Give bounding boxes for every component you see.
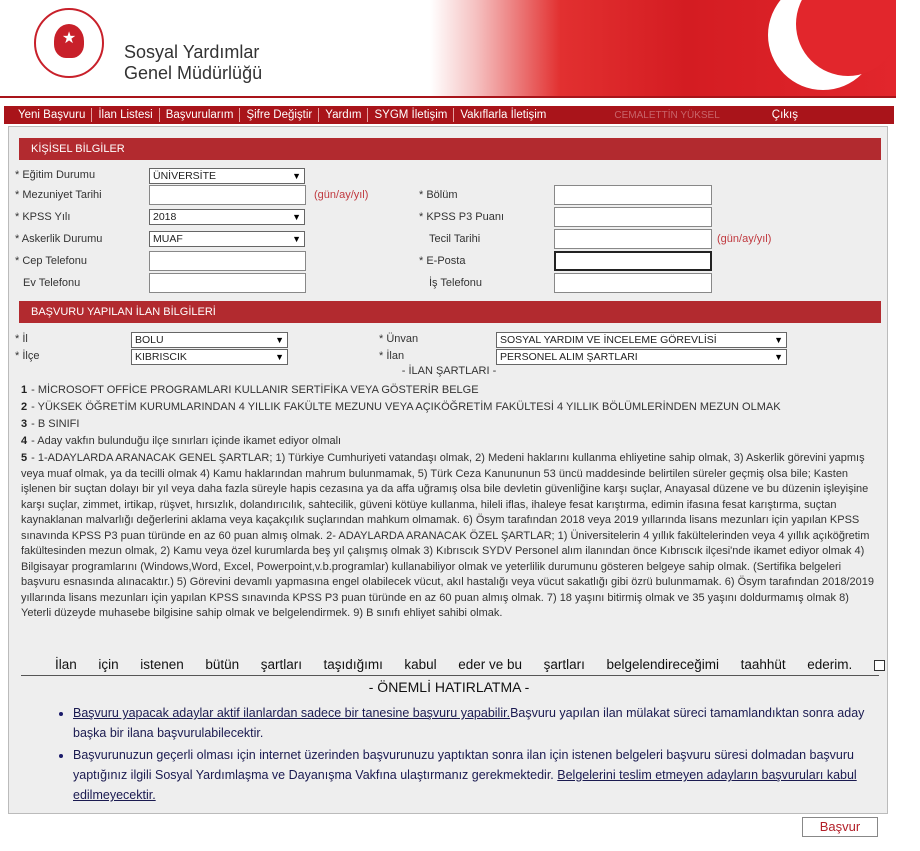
ilce-value: KIBRISCIK (135, 351, 187, 363)
ev-label: Ev Telefonu (23, 277, 81, 289)
kpss-puan-label: * KPSS P3 Puanı (419, 211, 504, 223)
condition-item: 5 - 1-ADAYLARDA ARANACAK GENEL ŞARTLAR; 1) Türkiye Cumhuriyeti vatandaşı olmak, 2) Medeni haklarını kullanma ehliyetine sahip olmak, 3) Askerlik görevini yapmış veya muaf olmak, ya da tecilli olmak 4) Kamu haklarından mahrum bulunmamak, 5) Türk Ceza Kanununun 53 üncü maddesinde belirtilen süreler geçmiş olsa bile; Kasten işlenen bir suçtan dolayı bir yıl veya daha fazla süreyle hapis cezasına ya da affa uğramış olsa bile devletin güvenliğine karşı suçlar, Anayasal düzene ve bu düzenin işleyişine karşı suçlar, zimmet, irtikap, rüşvet, hırsızlık, dolandırıcılık, sahtecilik, güveni kötüye kullanma, hileli iflas, ihaleye fesat karıştırma, edimin ifasına fesat karıştırma, suçtan kaynaklanan malvarlığı değerlerini aklama veya kaçakçılık suçlarından mahkum olmamak. 6) Ösym tarafından 2018 veya 2019 yıllarında lisans mezunları için yapılan KPSS sınavında KPSS P3 puan türünde en az 60 puan almış olmak. 2- ADAYLARDA ARANACAK ÖZEL ŞARTLAR; 1) Üniversitelerin 4 yıllık fakültelerinden veya 4 yıllık açıköğretim fakültesinden mezun olmak, 2) Kamu veya özel kurumlarda beş yıl çalışmış olmak 3) Kıbrıscık SYDV Personel alım ilanından önce Kıbrıscık ilçesi'nde ikamet ediyor olmak 4) Bilgisayar programlarını (Windows,Word, Excel, Powerpoint,v.b.programlar) kullanabiliyor olmak ve yeterlilik durumunu gösteren belgeye sahip olmak. (Sertifika belgeleri başvuru esnasında alınacaktır.) 5) Görevini devamlı yapmasına engel olabilecek vücut, akıl hastalığı veya vücut sakatlığı gibi özrü bulunmamak. 6) Ösym tarafından 2018/2019 yıllarında lisans mezunları için yapılan KPSS sınavında KPSS P3 puan türünde en az 60 puan almış olmak. 7) 18 yaşını bitirmiş olmak ve 35 yaşını doldurmamış olmak 8) Yeterli düzeyde muhasebe bilgisine sahip olmak ve belgelendirmek. 9) B sınıfı ehliyet sahibi olmak. (21, 452, 874, 619)
cep-input[interactable] (149, 251, 306, 271)
bolum-label: * Bölüm (419, 189, 458, 201)
ministry-logo (34, 8, 104, 78)
bolum-input[interactable] (554, 185, 712, 205)
nav-yardim[interactable]: Yardım (319, 108, 368, 122)
mezuniyet-hint: (gün/ay/yıl) (314, 189, 369, 201)
nav-vakiflarla-iletisim[interactable]: Vakıflarla İletişim (460, 109, 547, 121)
note-item: • Başvurunuzun geçerli olması için internet üzerinden başvurunuzu yaptıktan sonra ilan için istenen belgeleri başvuru süresi dolmadan başvuru yaptığınız ilgili Sosyal Yardımlaşma ve Dayanışma Vakfına ulaştırmanız gerekmektedir. Belgelerini teslim etmeyen adayların başvuruları kabul edilmeyecektir. (73, 745, 879, 805)
nav-yeni-basvuru[interactable]: Yeni Başvuru (12, 108, 92, 122)
kpss-yili-value: 2018 (153, 211, 177, 223)
il-value: BOLU (135, 334, 164, 346)
nav-ilan-listesi[interactable]: İlan Listesi (92, 108, 159, 122)
condition-item: 2 - YÜKSEK ÖĞRETİM KURUMLARINDAN 4 YILLIK FAKÜLTE MEZUNU VEYA AÇIKÖĞRETİM FAKÜLTESİ 4 YILLIK BÖLÜMLERİNDEN MEZUN OLMAK (21, 401, 781, 413)
tecil-input[interactable] (554, 229, 712, 249)
personal-section-title: KİŞİSEL BİLGİLER (19, 138, 881, 160)
agree-checkbox[interactable] (874, 660, 885, 671)
il-select[interactable] (131, 332, 288, 348)
kpss-yili-select[interactable] (149, 209, 305, 225)
conditions-title: - İLAN ŞARTLARI - (401, 365, 497, 377)
notes-list (59, 703, 879, 807)
application-form (8, 126, 888, 814)
cep-label: * Cep Telefonu (15, 255, 87, 267)
chevron-down-icon: ▼ (292, 234, 301, 244)
header-banner (430, 0, 896, 98)
eposta-input[interactable] (554, 251, 712, 271)
ilan-label: * İlan (379, 350, 405, 362)
note-item: • Başvuru yapacak adaylar aktif ilanlardan sadece bir tanesine başvuru yapabilir.Başvuru yapılan ilan mülakat süreci tamamlandıktan sonra aday başka bir ilana başvurulabilecektir. (73, 703, 879, 743)
agreement-row: İlan için istenen bütün şartları taşıdığımı kabul eder ve bu şartları belgelendireceğimi taahhüt ederim. (55, 657, 885, 672)
nav-sifre-degistir[interactable]: Şifre Değiştir (240, 108, 319, 122)
askerlik-label: * Askerlik Durumu (15, 233, 103, 245)
chevron-down-icon: ▼ (292, 171, 301, 181)
chevron-down-icon: ▼ (275, 352, 284, 362)
unvan-value: SOSYAL YARDIM VE İNCELEME GÖREVLİSİ (500, 334, 717, 346)
ilce-select[interactable] (131, 349, 288, 365)
condition-item: 4 - Aday vakfın bulunduğu ilçe sınırları içinde ikamet ediyor olmalı (21, 435, 342, 447)
egitim-label: * Eğitim Durumu (15, 169, 96, 181)
chevron-down-icon: ▼ (774, 352, 783, 362)
star-icon: ★ (61, 30, 77, 47)
kpss-yili-label: * KPSS Yılı (15, 211, 71, 223)
il-label: * İl (15, 333, 28, 345)
nav-sygm-iletisim[interactable]: SYGM İletişim (368, 108, 454, 122)
logout-link[interactable]: Çıkış (771, 109, 798, 121)
condition-item: 1 - MİCROSOFT OFFİCE PROGRAMLARI KULLANIR SERTİFİKA VEYA GÖSTERİR BELGE (21, 384, 479, 396)
tecil-hint: (gün/ay/yıl) (717, 233, 772, 245)
ev-input[interactable] (149, 273, 306, 293)
chevron-down-icon: ▼ (292, 212, 301, 222)
askerlik-value: MUAF (153, 233, 183, 245)
chevron-down-icon: ▼ (275, 335, 284, 345)
notes-title: - ÖNEMLİ HATIRLATMA - (368, 679, 530, 695)
unvan-label: * Ünvan (379, 333, 419, 345)
title-line2: Genel Müdürlüğü (124, 63, 263, 83)
tecil-label: Tecil Tarihi (429, 233, 481, 245)
egitim-select[interactable] (149, 168, 305, 184)
nav-basvurularim[interactable]: Başvurularım (160, 108, 241, 122)
user-name: CEMALETTİN YÜKSEL (614, 109, 720, 121)
page-header (0, 0, 896, 98)
mezuniyet-input[interactable] (149, 185, 306, 205)
page-title (124, 42, 262, 84)
eposta-label: * E-Posta (419, 255, 466, 267)
mezuniyet-label: * Mezuniyet Tarihi (15, 189, 102, 201)
ilan-value: PERSONEL ALIM ŞARTLARI (500, 351, 638, 363)
condition-item: 3 - B SINIFI (21, 418, 80, 430)
ilce-label: * İlçe (15, 350, 40, 362)
kpss-puan-input[interactable] (554, 207, 712, 227)
unvan-select[interactable] (496, 332, 787, 348)
ilan-select[interactable] (496, 349, 787, 365)
chevron-down-icon: ▼ (774, 335, 783, 345)
egitim-value: ÜNİVERSİTE (153, 170, 217, 182)
title-line1: Sosyal Yardımlar (124, 42, 260, 62)
is-label: İş Telefonu (429, 277, 483, 289)
is-input[interactable] (554, 273, 712, 293)
ilan-section-title: BAŞVURU YAPILAN İLAN BİLGİLERİ (19, 301, 881, 323)
top-nav (4, 106, 894, 124)
submit-button[interactable]: Başvur (802, 817, 878, 837)
askerlik-select[interactable] (149, 231, 305, 247)
divider (21, 675, 879, 676)
